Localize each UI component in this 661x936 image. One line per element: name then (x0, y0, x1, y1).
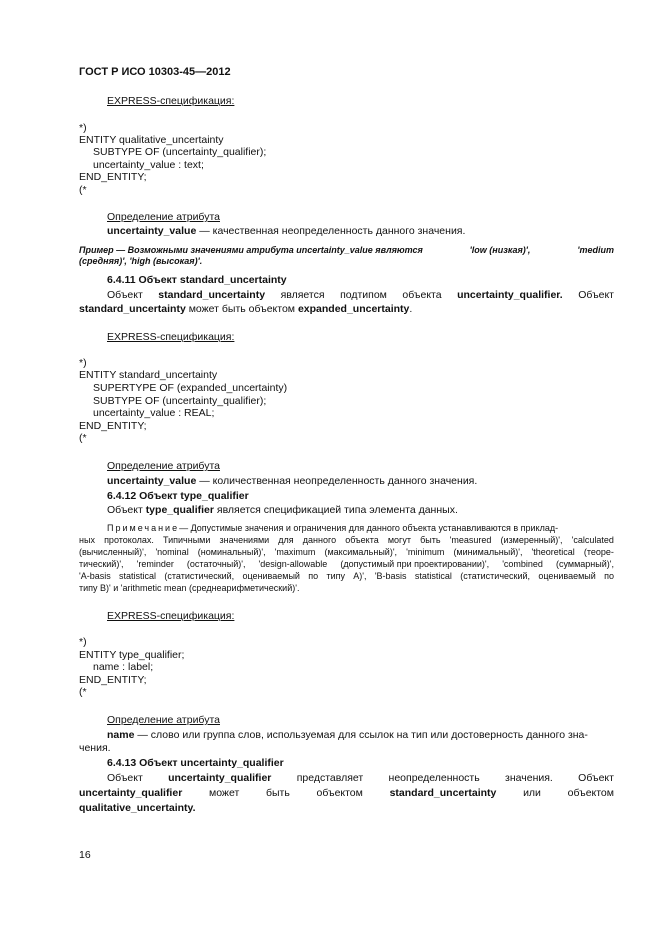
code-line: END_ENTITY; (79, 420, 147, 432)
word: (номинальный)', (197, 547, 266, 557)
word: Объект (578, 772, 614, 784)
section-title-6-4-12: 6.4.12 Объект type_qualifier (107, 490, 249, 502)
code-line: END_ENTITY; (79, 674, 147, 686)
word: типу (326, 571, 345, 581)
word: 'A-basis (79, 571, 111, 581)
word: Объект (107, 772, 143, 784)
word: оцениваемый (242, 571, 300, 581)
word: 'reminder (136, 559, 174, 569)
word: A)', (353, 571, 367, 581)
note-line (79, 535, 614, 546)
attribute-definition (107, 729, 588, 741)
word: по (308, 571, 319, 581)
word: может (208, 787, 240, 799)
paragraph-line (79, 772, 614, 784)
word: 'minimum (406, 547, 445, 557)
word: представляет (296, 772, 364, 784)
word: 'nominal (155, 547, 189, 557)
section-title-6-4-13: 6.4.13 Объект uncertainty_qualifier (107, 757, 284, 769)
entity-name: expanded_uncertainty (297, 303, 410, 315)
entity-name: type_qualifier (145, 504, 214, 516)
paragraph-line (79, 787, 614, 799)
note-line (79, 571, 614, 582)
word: uncertainty_qualifier (168, 772, 272, 784)
word: значения. (505, 772, 553, 784)
example-text: Пример — Возможными значениями атрибута uncertainty_value являются (79, 245, 423, 255)
code-line: SUBTYPE OF (uncertainty_qualifier); (93, 146, 267, 158)
document-header: ГОСТ Р ИСО 10303-45—2012 (79, 66, 231, 78)
note-line (107, 523, 558, 534)
attribute-description: — количественная неопределенность данного значения. (196, 475, 478, 487)
word: (максимальный)', (324, 547, 398, 557)
word: (остаточный)', (186, 559, 246, 569)
text: является спецификацией типа элемента данных. (213, 504, 458, 516)
text: Объект (107, 504, 146, 516)
word: 'theoretical (531, 547, 575, 557)
attribute-definition-continuation: чения. (79, 742, 111, 754)
word: является (280, 289, 325, 301)
word: statistical (119, 571, 157, 581)
code-line: (* (79, 184, 87, 196)
word: объекта (402, 289, 442, 301)
attribute-description: — слово или группа слов, используемая для ссылок на тип или достоверность данного зна- (134, 729, 588, 741)
word: Типичными (163, 535, 211, 545)
word: по (604, 571, 614, 581)
attribute-definition-label: Определение атрибута (107, 714, 220, 726)
word: standard_uncertainty (158, 289, 266, 301)
word: оцениваемый (538, 571, 596, 581)
word: могут (387, 535, 411, 545)
attribute-name: uncertainty_value (107, 475, 197, 487)
code-line: (* (79, 686, 87, 698)
code-line: (* (79, 432, 87, 444)
code-line: ENTITY qualitative_uncertainty (79, 134, 224, 146)
attribute-definition-label: Определение атрибута (107, 211, 220, 223)
word: для (278, 535, 294, 545)
paragraph-line: qualitative_uncertainty. (79, 802, 196, 814)
word: (измеренный)', (500, 535, 563, 545)
word: 'calculated (571, 535, 614, 545)
word: или (523, 787, 541, 799)
word: быть (265, 787, 290, 799)
word: uncertainty_qualifier. (457, 289, 563, 301)
entity-name: standard_uncertainty (79, 303, 186, 315)
word: uncertainty_qualifier (79, 787, 183, 799)
word: statistical (414, 571, 452, 581)
code-line: END_ENTITY; (79, 171, 147, 183)
word: протоколах. (104, 535, 154, 545)
paragraph-line (79, 289, 614, 301)
word: (минимальный)', (453, 547, 523, 557)
word: 'maximum (274, 547, 316, 557)
word: тический)', (79, 559, 124, 569)
word: standard_uncertainty (389, 787, 497, 799)
example-text: 'low (низкая)', (469, 245, 531, 255)
attribute-name: uncertainty_value (107, 225, 197, 237)
code-line: ENTITY type_qualifier; (79, 649, 185, 661)
express-spec-label: EXPRESS-спецификация: (107, 95, 235, 107)
word: объекта (345, 535, 379, 545)
paragraph-line (79, 303, 412, 315)
text: . (409, 303, 413, 315)
example-line (79, 244, 614, 256)
express-spec-label: EXPRESS-спецификация: (107, 610, 235, 622)
code-line: *) (79, 357, 87, 369)
word: значениями (219, 535, 270, 545)
section-title-6-4-11: 6.4.11 Объект standard_uncertainty (107, 274, 287, 286)
note-text: — Допустимые значения и ограничения для данного объекта устанавливаются в приклад- (179, 523, 559, 533)
word: Объект (578, 289, 614, 301)
word: 'combined (502, 559, 543, 569)
word: Объект (107, 289, 143, 301)
word: (вычисленный)', (79, 547, 147, 557)
example-line: (средняя)', 'high (высокая)'. (79, 256, 203, 266)
note-line: типу B)' и 'arithmetic mean (среднеарифметический)'. (79, 583, 300, 593)
word: данного (302, 535, 337, 545)
code-line: SUBTYPE OF (uncertainty_qualifier); (93, 395, 267, 407)
word: быть (420, 535, 441, 545)
paragraph-line (107, 504, 458, 516)
page-number: 16 (79, 849, 91, 861)
word: (статистический, (460, 571, 531, 581)
word: объектом (316, 787, 363, 799)
example-text: 'medium (577, 245, 614, 255)
note-line (79, 547, 614, 558)
word: 'B-basis (374, 571, 407, 581)
code-line: ENTITY standard_uncertainty (79, 369, 218, 381)
word: 'measured (449, 535, 492, 545)
word: объектом (567, 787, 614, 799)
code-line: *) (79, 636, 87, 648)
text: может быть объектом (185, 303, 298, 315)
attribute-definition (107, 225, 465, 237)
code-line: SUPERTYPE OF (expanded_uncertainty) (93, 382, 288, 394)
express-spec-label: EXPRESS-спецификация: (107, 331, 235, 343)
attribute-name: name (107, 729, 135, 741)
word: ных (79, 535, 95, 545)
attribute-definition-label: Определение атрибута (107, 460, 220, 472)
attribute-description: — качественная неопределенность данного значения. (196, 225, 466, 237)
word: неопределенность (388, 772, 480, 784)
code-line: name : label; (93, 661, 154, 673)
note-label: Примечание (107, 523, 180, 533)
word: подтипом (340, 289, 387, 301)
word: (суммарный)', (556, 559, 614, 569)
note-line (79, 559, 614, 570)
word: (допустимый при проектировании)', (340, 559, 490, 569)
code-line: uncertainty_value : REAL; (93, 407, 215, 419)
attribute-definition (107, 475, 477, 487)
word: (теоре- (583, 547, 614, 557)
code-line: uncertainty_value : text; (93, 159, 204, 171)
word: (статистический, (164, 571, 235, 581)
code-line: *) (79, 122, 87, 134)
word: 'design-allowable (258, 559, 328, 569)
